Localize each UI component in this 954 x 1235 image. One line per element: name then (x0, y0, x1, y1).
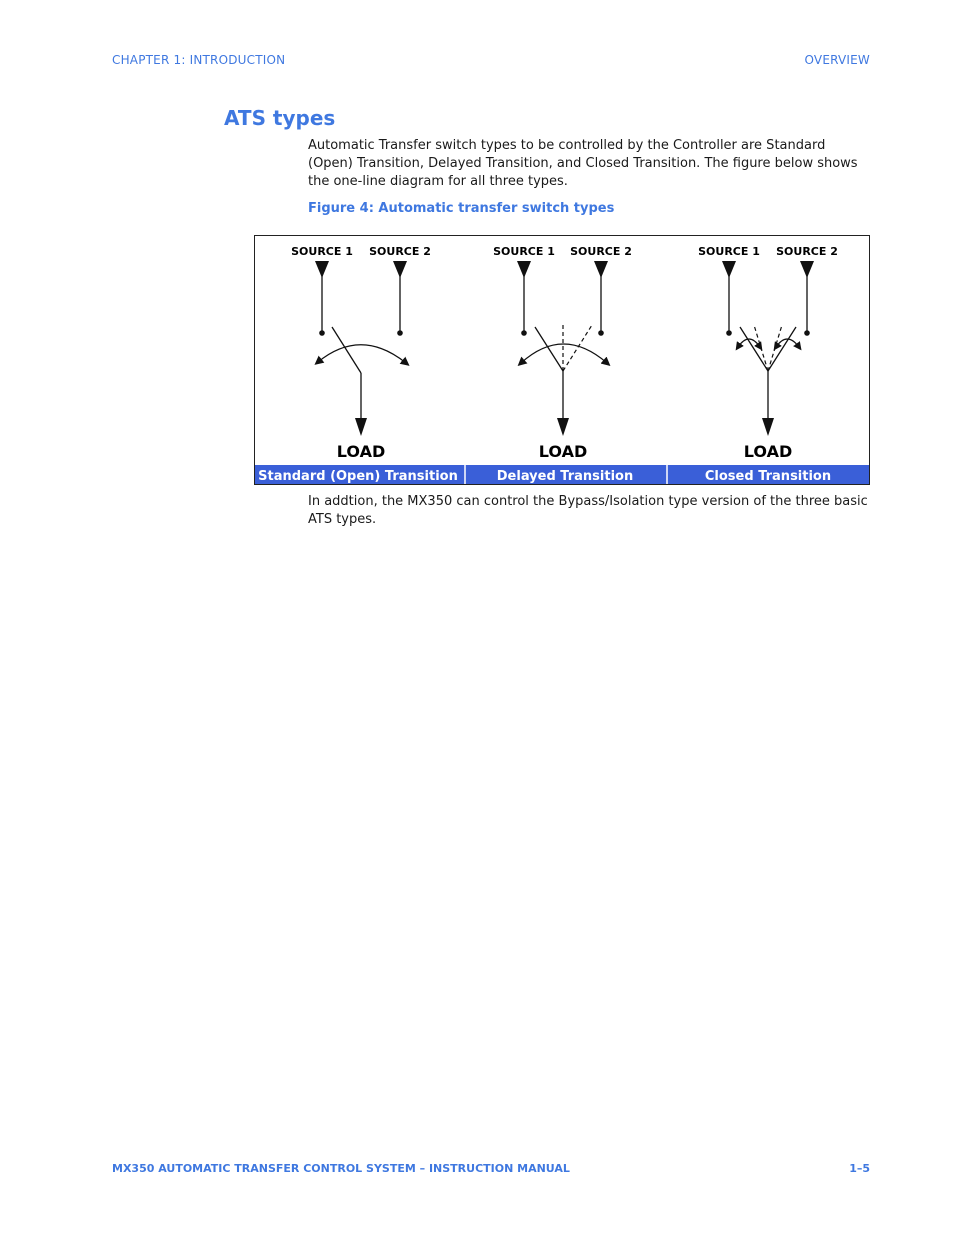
panel1-source2-label: SOURCE 2 (369, 245, 431, 258)
intro-paragraph: Automatic Transfer switch types to be controlled by the Controller are Standard (Open) Transition, Delayed Transition, and Closed Transition. The figure below shows the one-line diagram for all three types. (308, 138, 858, 189)
figure-caption: Figure 4: Automatic transfer switch types (308, 201, 615, 216)
panel2-load-label: LOAD (538, 442, 588, 461)
footer-page-number: 1–5 (849, 1162, 870, 1175)
panel2-source2-label: SOURCE 2 (570, 245, 632, 258)
bypass-paragraph: In addtion, the MX350 can control the Bypass/Isolation type version of the three basic ATS types. (308, 494, 868, 527)
panel3-load-label: LOAD (743, 442, 793, 461)
panel2-source1-label: SOURCE 1 (493, 245, 555, 258)
ats-types-figure (254, 235, 870, 485)
label-standard-transition: Standard (Open) Transition (258, 469, 458, 484)
panel3-source1-label: SOURCE 1 (698, 245, 760, 258)
panel3-source2-label: SOURCE 2 (776, 245, 838, 258)
label-closed-transition: Closed Transition (704, 469, 832, 484)
footer-title: MX350 AUTOMATIC TRANSFER CONTROL SYSTEM – INSTRUCTION MANUAL (112, 1162, 570, 1175)
section-heading: ATS types (224, 106, 336, 130)
panel1-load-label: LOAD (336, 442, 386, 461)
running-header-section: OVERVIEW (804, 53, 870, 67)
label-delayed-transition: Delayed Transition (496, 469, 634, 484)
panel1-source1-label: SOURCE 1 (291, 245, 353, 258)
running-header-chapter: CHAPTER 1: INTRODUCTION (112, 53, 286, 67)
